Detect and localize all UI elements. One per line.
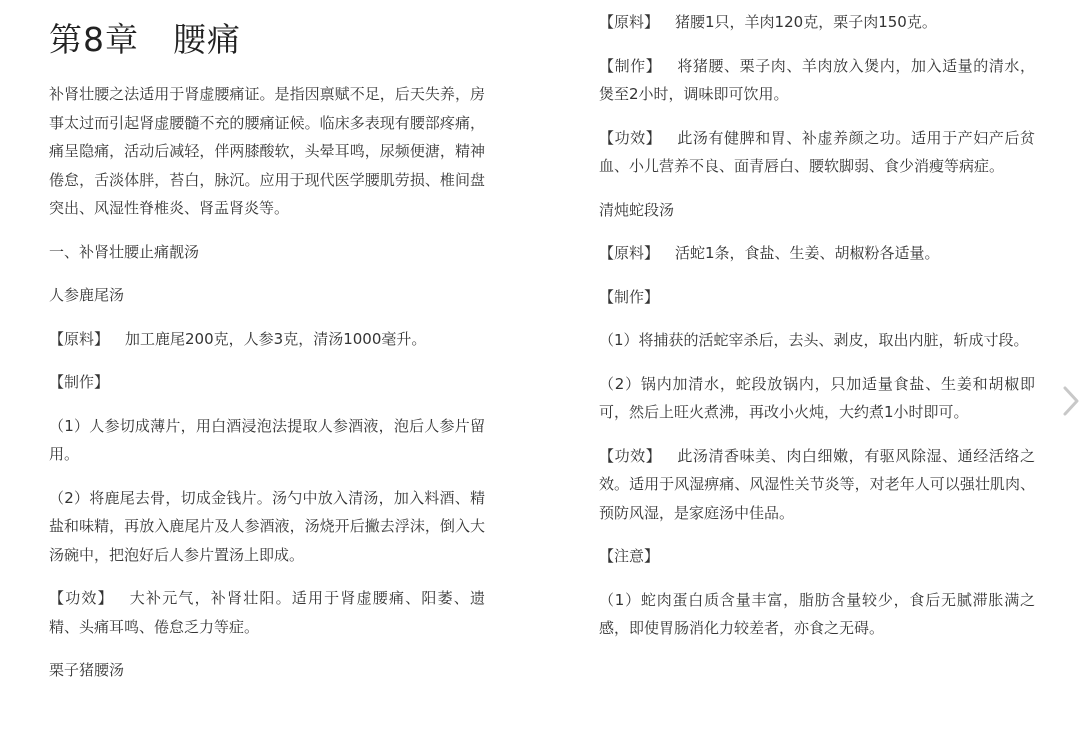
ingredients-text: 猪腰1只，羊肉120克，栗子肉150克。 — [675, 13, 937, 31]
effect-text: 此汤有健脾和胃、补虚养颜之功。适用于产妇产后贫血、小儿营养不良、面青唇白、腰软脚弱、食少消瘦等病症。 — [599, 128, 1035, 175]
effect-text: 大补元气，补肾壮阳。适用于肾虚腰痛、阳萎、遗精、头痛耳鸣、倦怠乏力等症。 — [49, 589, 485, 636]
recipe3-effect — [599, 442, 1035, 528]
recipe1-ingredients — [49, 325, 485, 354]
effect-tag: 【功效】 — [49, 589, 114, 607]
recipe1-effect — [49, 584, 485, 641]
recipe3-method-tag: 【制作】 — [599, 287, 660, 306]
recipe3-step-2: （2）锅内加清水，蛇段放锅内，只加适量食盐、生姜和胡椒即可，然后上旺火煮沸，再改小火炖，大约煮1小时即可。 — [599, 374, 1035, 421]
recipe1-step-1: （1）人参切成薄片，用白酒浸泡法提取人参酒液，泡后人参片留用。 — [49, 416, 485, 463]
recipe-name-ginseng-deer-tail-soup: 人参鹿尾汤 — [49, 286, 125, 304]
chevron-right-icon — [1060, 384, 1082, 418]
ingredients-text: 活蛇1条，食盐、生姜、胡椒粉各适量。 — [675, 244, 940, 262]
recipe2-ingredients — [599, 8, 1035, 37]
effect-tag: 【功效】 — [599, 446, 662, 465]
next-page-button[interactable] — [1060, 384, 1082, 418]
effect-text: 此汤清香味美、肉白细嫩，有驱风除湿、通经活络之效。适用于风湿痹痛、风湿性关节炎等，对老年人可以强壮肌肉、预防风湿，是家庭汤中佳品。 — [599, 446, 1035, 522]
chapter-intro: 补肾壮腰之法适用于肾虚腰痛证。是指因禀赋不足，后天失养，房事太过而引起肾虚腰髓不充的腰痛证候。临床多表现有腰部疼痛，痛呈隐痛，活动后减轻，伴两膝酸软，头晕耳鸣，尿频便溏，精神倦怠，舌淡体胖，苔白，脉沉。应用于现代医学腰肌劳损、椎间盘突出、风湿性脊椎炎、肾盂肾炎等。 — [49, 85, 485, 217]
recipe2-effect — [599, 124, 1035, 181]
ingredients-tag: 【原料】 — [599, 244, 660, 262]
recipe3-notes-tag: 【注意】 — [599, 547, 660, 565]
recipe3-note-1: （1）蛇肉蛋白质含量丰富，脂肪含量较少，食后无腻滞胀满之感，即使胃肠消化力较差者，亦食之无碍。 — [599, 590, 1035, 637]
ingredients-tag: 【原料】 — [49, 329, 110, 348]
ingredients-tag: 【原料】 — [599, 13, 660, 31]
recipe-name-stewed-snake-soup: 清炖蛇段汤 — [599, 200, 675, 219]
recipe1-method-tag: 【制作】 — [49, 373, 110, 391]
ingredients-text: 加工鹿尾200克，人参3克，清汤1000毫升。 — [125, 329, 427, 348]
right-page-column — [599, 0, 1035, 643]
recipe2-method — [599, 52, 1035, 109]
recipe3-step-1: （1）将捕获的活蛇宰杀后，去头、剥皮，取出内脏，斩成寸段。 — [599, 331, 1029, 349]
recipe1-step-2: （2）将鹿尾去骨，切成金钱片。汤勺中放入清汤，加入料酒、精盐和味精，再放入鹿尾片及人参酒液，汤烧开后撇去浮沫，倒入大汤碗中，把泡好后人参片置汤上即成。 — [49, 488, 485, 564]
left-page-column — [49, 0, 485, 685]
recipe-name-chestnut-pork-kidney-soup: 栗子猪腰汤 — [49, 661, 125, 679]
method-tag: 【制作】 — [599, 56, 662, 75]
chapter-title: 第8章 腰痛 — [49, 20, 241, 59]
method-text: 将猪腰、栗子肉、羊肉放入煲内，加入适量的清水，煲至2小时，调味即可饮用。 — [599, 56, 1035, 103]
effect-tag: 【功效】 — [599, 128, 662, 147]
section-heading: 一、补肾壮腰止痛靓汤 — [49, 242, 200, 261]
recipe3-ingredients — [599, 239, 1035, 268]
